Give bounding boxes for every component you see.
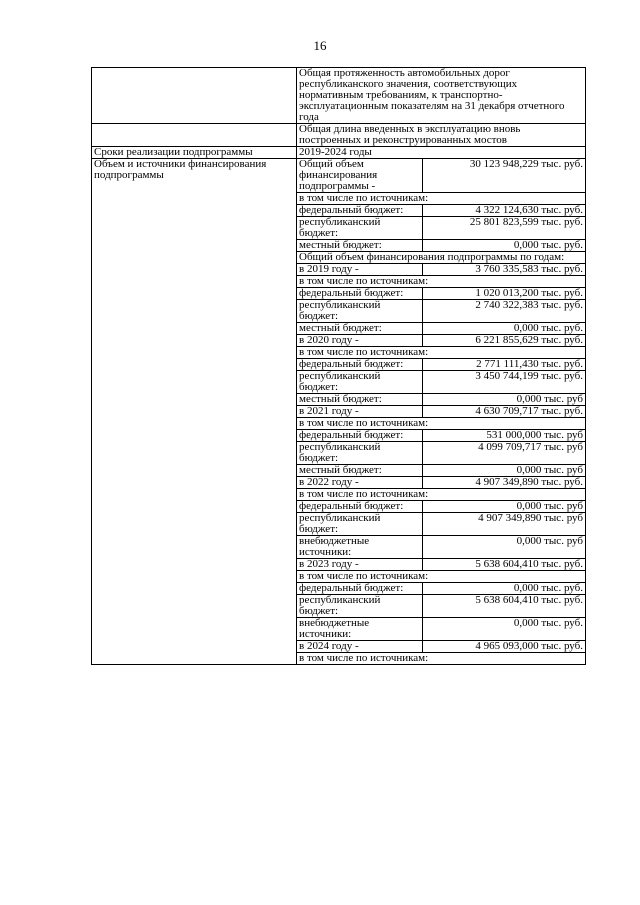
source-label: федеральный бюджет: <box>297 501 423 513</box>
source-value: 0,000 тыс. руб <box>423 465 586 477</box>
program-passport-table <box>91 67 586 665</box>
empty-cell <box>92 124 297 147</box>
year-value: 4 630 709,717 тыс. руб. <box>423 406 586 418</box>
funding-total-value: 30 123 948,229 тыс. руб. <box>423 159 586 193</box>
terms-value: 2019-2024 годы <box>297 147 586 159</box>
year-sources-label: в том числе по источникам: <box>297 653 586 665</box>
year-sources-label: в том числе по источникам: <box>297 418 586 430</box>
source-label: федеральный бюджет: <box>297 430 423 442</box>
goal-row <box>92 68 586 124</box>
sources-label: в том числе по источникам: <box>297 193 586 205</box>
federal-value: 4 322 124,630 тыс. руб. <box>423 205 586 217</box>
source-value: 1 020 013,200 тыс. руб. <box>423 288 586 300</box>
source-value: 0,000 тыс. руб. <box>423 583 586 595</box>
funding-total-row <box>92 159 586 193</box>
year-value: 6 221 855,629 тыс. руб. <box>423 335 586 347</box>
year-label: в 2024 году - <box>297 641 423 653</box>
goal-row <box>92 124 586 147</box>
source-value: 0,000 тыс. руб. <box>423 323 586 335</box>
source-label: федеральный бюджет: <box>297 288 423 300</box>
local-label: местный бюджет: <box>297 240 423 252</box>
source-value: 3 450 744,199 тыс. руб. <box>423 371 586 394</box>
source-value: 5 638 604,410 тыс. руб. <box>423 595 586 618</box>
source-value: 2 771 111,430 тыс. руб. <box>423 359 586 371</box>
source-label: местный бюджет: <box>297 465 423 477</box>
source-label: федеральный бюджет: <box>297 583 423 595</box>
source-value: 0,000 тыс. руб <box>423 536 586 559</box>
goal-text-2: Общая длина введенных в эксплуатацию вновь построенных и реконструированных мостов <box>297 124 586 147</box>
year-label: в 2021 году - <box>297 406 423 418</box>
funding-label: Объем и источники финансирования подпрограммы <box>92 159 297 665</box>
source-label: внебюджетные источники: <box>297 618 423 641</box>
source-label: местный бюджет: <box>297 323 423 335</box>
year-value: 3 760 335,583 тыс. руб. <box>423 264 586 276</box>
source-value: 4 099 709,717 тыс. руб <box>423 442 586 465</box>
terms-label: Сроки реализации подпрограммы <box>92 147 297 159</box>
source-label: республиканский бюджет: <box>297 371 423 394</box>
republic-label: республиканский бюджет: <box>297 217 423 240</box>
terms-row <box>92 147 586 159</box>
source-label: федеральный бюджет: <box>297 359 423 371</box>
by-years-label: Общий объем финансирования подпрограммы по годам: <box>297 252 586 264</box>
local-value: 0,000 тыс. руб. <box>423 240 586 252</box>
source-label: республиканский бюджет: <box>297 442 423 465</box>
source-value: 0,000 тыс. руб <box>423 394 586 406</box>
source-value: 0,000 тыс. руб <box>423 501 586 513</box>
year-sources-label: в том числе по источникам: <box>297 489 586 501</box>
year-sources-label: в том числе по источникам: <box>297 347 586 359</box>
source-label: республиканский бюджет: <box>297 300 423 323</box>
year-value: 5 638 604,410 тыс. руб. <box>423 559 586 571</box>
source-label: республиканский бюджет: <box>297 595 423 618</box>
year-sources-label: в том числе по источникам: <box>297 571 586 583</box>
year-label: в 2022 году - <box>297 477 423 489</box>
year-sources-label: в том числе по источникам: <box>297 276 586 288</box>
source-label: местный бюджет: <box>297 394 423 406</box>
year-label: в 2020 году - <box>297 335 423 347</box>
source-label: внебюджетные источники: <box>297 536 423 559</box>
funding-total-label: Общий объем финансирования подпрограммы - <box>297 159 423 193</box>
federal-label: федеральный бюджет: <box>297 205 423 217</box>
republic-value: 25 801 823,599 тыс. руб. <box>423 217 586 240</box>
year-value: 4 907 349,890 тыс. руб. <box>423 477 586 489</box>
page-number: 16 <box>313 38 327 53</box>
goal-text-1: Общая протяженность автомобильных дорог республиканского значения, соответствующих нормативным требованиям, к транспортно-эксплуатационным показателям на 31 декабря отчетного года <box>297 68 586 124</box>
year-label: в 2023 году - <box>297 559 423 571</box>
year-value: 4 965 093,000 тыс. руб. <box>423 641 586 653</box>
source-label: республиканский бюджет: <box>297 513 423 536</box>
source-value: 0,000 тыс. руб. <box>423 618 586 641</box>
source-value: 531 000,000 тыс. руб <box>423 430 586 442</box>
year-label: в 2019 году - <box>297 264 423 276</box>
empty-cell <box>92 68 297 124</box>
source-value: 4 907 349,890 тыс. руб <box>423 513 586 536</box>
source-value: 2 740 322,383 тыс. руб. <box>423 300 586 323</box>
